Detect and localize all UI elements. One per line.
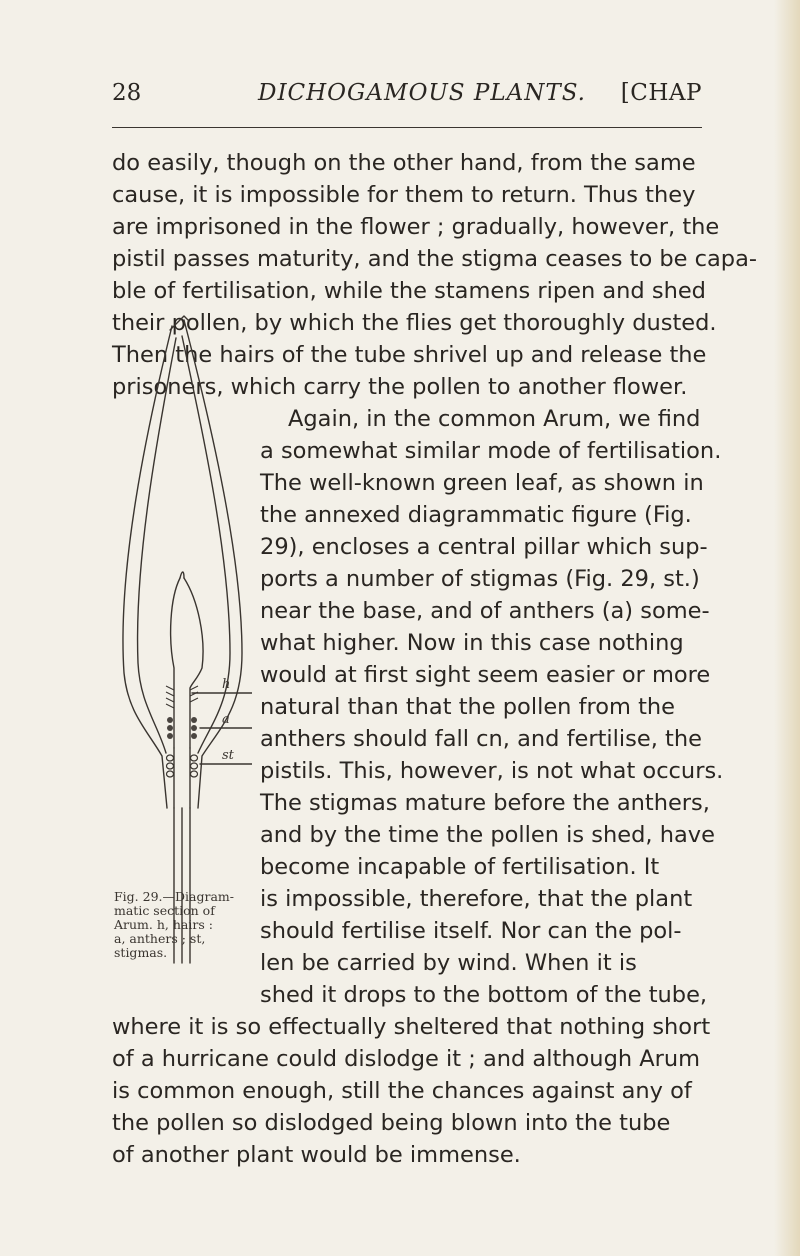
text-line: len be carried by wind. When it is [260, 950, 637, 976]
hairs-region [166, 686, 198, 708]
text-line: the annexed diagrammatic figure (Fig. [260, 502, 692, 528]
text-line: anthers should fall cn, and fertilise, the [260, 726, 702, 752]
text-line: cause, it is impossible for them to return. Thus they [112, 182, 696, 208]
spadix-left [171, 578, 180, 748]
stigmas-region [167, 755, 198, 777]
text-line: would at first sight seem easier or more [260, 662, 711, 688]
page-edge-shadow [774, 0, 800, 1256]
text-line: do easily, though on the other hand, from the same [112, 150, 696, 176]
page-header [112, 80, 702, 120]
text-line: is common enough, still the chances against any of [112, 1078, 692, 1104]
hairs-label: h [222, 677, 231, 692]
text-line: near the base, and of anthers (a) some- [260, 598, 710, 624]
text-line: The well-known green leaf, as shown in [260, 470, 704, 496]
figure-caption-line: matic section of [114, 903, 215, 918]
spathe-inner-left [138, 338, 176, 753]
arum-section-figure [112, 308, 252, 968]
anthers-label: a [222, 712, 230, 727]
text-line: natural than that the pollen from the [260, 694, 676, 720]
text-line: what higher. Now in this case nothing [260, 630, 684, 656]
stigmas-label: st [222, 748, 234, 763]
text-line: shed it drops to the bottom of the tube, [260, 982, 708, 1008]
text-line: ports a number of stigmas (Fig. 29, st.) [260, 566, 700, 592]
text-line: of a hurricane could dislodge it ; and although Arum [112, 1046, 701, 1072]
text-line: the pollen so dislodged being blown into the tube [112, 1110, 671, 1136]
text-line: should fertilise itself. Nor can the pol- [260, 918, 682, 944]
text-line: become incapable of fertilisation. It [260, 854, 660, 880]
figure-caption-line: Arum. h, hairs : [114, 917, 213, 932]
text-line: of another plant would be immense. [112, 1142, 521, 1168]
text-line: Again, in the common Arum, we find [288, 406, 701, 432]
text-line: 29), encloses a central pillar which sup- [260, 534, 708, 560]
text-line: ble of fertilisation, while the stamens ripen and shed [112, 278, 706, 304]
text-line: prisoners, which carry the pollen to another flower. [112, 374, 688, 400]
header-rule [112, 127, 702, 128]
figure-caption-line: Fig. 29.—Diagram- [114, 889, 234, 904]
text-line: is impossible, therefore, that the plant [260, 886, 693, 912]
text-line: The stigmas mature before the anthers, [260, 790, 710, 816]
text-line: a somewhat similar mode of fertilisation. [260, 438, 722, 464]
text-line: their pollen, by which the flies get thoroughly dusted. [112, 310, 717, 336]
figure-caption-line: stigmas. [114, 945, 168, 960]
text-line: pistils. This, however, is not what occurs. [260, 758, 724, 784]
chapter-reference: [CHAP [620, 80, 702, 106]
text-line: and by the time the pollen is shed, have [260, 822, 715, 848]
text-line: pistil passes maturity, and the stigma ceases to be capa- [112, 246, 757, 272]
page-number: 28 [112, 80, 142, 106]
text-line: Then the hairs of the tube shrivel up and release the [112, 342, 707, 368]
text-line: are imprisoned in the flower ; gradually, however, the [112, 214, 720, 240]
running-title: DICHOGAMOUS PLANTS. [258, 80, 586, 106]
anthers-region [167, 717, 197, 739]
figure-caption-line: a, anthers ; st, [114, 931, 206, 946]
text-line: where it is so effectually sheltered that nothing short [112, 1014, 711, 1040]
